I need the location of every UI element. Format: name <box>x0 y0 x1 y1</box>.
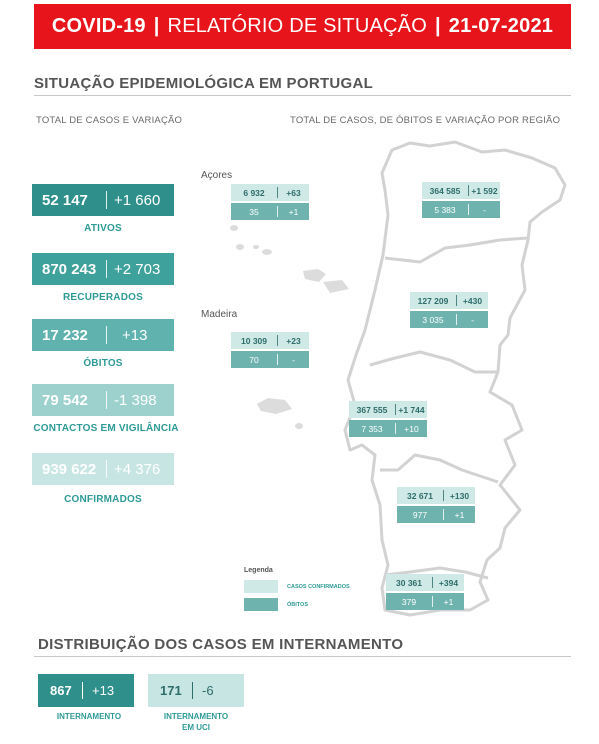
region-cases: 32 671 <box>407 490 433 501</box>
legend-swatch-deaths <box>244 598 278 611</box>
region-centro <box>410 292 488 328</box>
stat-change: +4 376 <box>114 460 161 478</box>
region-divider <box>468 204 469 215</box>
stat-label-recovered: RECUPERADOS <box>63 292 143 303</box>
region-alentejo <box>397 487 475 523</box>
region-divider <box>277 335 278 346</box>
region-divider <box>468 185 469 196</box>
region-deaths-change: - <box>471 314 474 325</box>
label-acores: Açores <box>201 170 233 181</box>
section-divider <box>34 656 571 657</box>
stat-value: 79 542 <box>42 391 88 409</box>
banner-title: COVID-19 <box>51 15 146 37</box>
region-cases: 127 209 <box>417 295 449 306</box>
stat-value: 870 243 <box>42 260 97 278</box>
stat-value: 171 <box>160 683 182 698</box>
stat-box-hospitalized <box>38 674 134 707</box>
region-cases-change: +130 <box>449 490 470 501</box>
stat-label-icu-line1: INTERNAMENTO <box>163 712 229 721</box>
stat-change: +1 660 <box>114 191 161 209</box>
region-cases-change: +394 <box>438 577 459 588</box>
region-border <box>370 352 498 372</box>
region-cases: 10 309 <box>241 335 267 346</box>
region-divider <box>443 509 444 520</box>
region-deaths: 5 383 <box>434 204 456 215</box>
stat-label-confirmed: CONFIRMADOS <box>64 494 142 505</box>
region-lisboa-vale-tejo <box>349 401 427 437</box>
region-border <box>385 238 528 262</box>
region-cases: 364 585 <box>429 185 461 196</box>
region-cases-change: +430 <box>462 295 483 306</box>
stat-label-hospitalized: INTERNAMENTO <box>56 712 122 721</box>
region-cases: 367 555 <box>356 404 388 415</box>
region-divider <box>277 354 278 365</box>
region-divider <box>277 187 278 198</box>
legend-title: Legenda <box>244 567 273 574</box>
region-divider <box>443 490 444 501</box>
stat-change: +13 <box>92 683 115 698</box>
region-divider <box>432 596 433 607</box>
legend-label-deaths: ÓBITOS <box>287 602 308 608</box>
region-divider <box>456 295 457 306</box>
stat-label-icu <box>148 711 244 733</box>
region-algarve <box>386 574 464 610</box>
banner-separator: | <box>434 15 441 37</box>
stat-change: -1 398 <box>114 391 157 409</box>
stat-divider <box>82 682 83 699</box>
region-deaths: 7 353 <box>361 423 383 434</box>
label-madeira: Madeira <box>201 309 238 320</box>
legend-swatch-cases <box>244 580 278 593</box>
stat-value: 17 232 <box>42 326 88 344</box>
region-cases-change: +1 592 <box>471 185 498 196</box>
section-title-hospital: DISTRIBUIÇÃO DOS CASOS EM INTERNAMENTO <box>38 636 404 653</box>
region-deaths: 35 <box>249 206 259 217</box>
section-title-epidemiology: SITUAÇÃO EPIDEMIOLÓGICA EM PORTUGAL <box>34 75 374 92</box>
subhead-totals: TOTAL DE CASOS E VARIAÇÃO <box>36 115 183 126</box>
legend-label-cases: CASOS CONFIRMADOS <box>287 584 350 590</box>
region-deaths-change: +1 <box>454 509 465 520</box>
region-deaths: 977 <box>412 509 428 520</box>
stat-label-contacts: CONTACTOS EM VIGILÂNCIA <box>33 423 179 434</box>
region-cases: 6 932 <box>243 187 265 198</box>
stat-value: 52 147 <box>42 191 88 209</box>
region-deaths-change: - <box>292 354 295 365</box>
stat-change: -6 <box>202 683 214 698</box>
region-acores <box>231 184 309 220</box>
region-deaths-change: +1 <box>443 596 454 607</box>
stat-change: +13 <box>122 326 148 344</box>
madeira-islands <box>257 398 303 429</box>
region-deaths: 70 <box>249 354 259 365</box>
region-cases-change: +1 744 <box>398 404 425 415</box>
banner-date: 21-07-2021 <box>448 15 554 37</box>
region-deaths: 379 <box>401 596 417 607</box>
region-cases: 30 361 <box>396 577 422 588</box>
acores-islands <box>230 225 349 293</box>
subhead-regions: TOTAL DE CASOS, DE ÓBITOS E VARIAÇÃO POR REGIÃO <box>290 115 561 126</box>
region-divider <box>456 314 457 325</box>
stat-label-icu-line2: EM UCI <box>182 723 210 732</box>
region-divider <box>432 577 433 588</box>
stat-value: 939 622 <box>42 460 97 478</box>
region-divider <box>395 404 396 415</box>
region-deaths-change: +10 <box>404 423 419 434</box>
stat-label-active: ATIVOS <box>84 223 122 234</box>
region-divider <box>395 423 396 434</box>
banner-separator: | <box>153 15 160 37</box>
region-deaths: 3 035 <box>422 314 444 325</box>
stat-value: 867 <box>50 683 72 698</box>
stat-change: +2 703 <box>114 260 161 278</box>
region-deaths-change: +1 <box>288 206 299 217</box>
banner-subtitle: RELATÓRIO DE SITUAÇÃO <box>167 15 427 37</box>
region-cases-change: +63 <box>286 187 301 198</box>
region-deaths-change: - <box>483 204 486 215</box>
region-madeira <box>231 332 309 368</box>
region-border <box>380 455 498 482</box>
region-norte <box>422 182 500 218</box>
region-cases-change: +23 <box>286 335 301 346</box>
region-divider <box>277 206 278 217</box>
stat-box-icu <box>148 674 244 707</box>
stat-divider <box>192 682 193 699</box>
stat-label-deaths: ÓBITOS <box>83 358 123 369</box>
